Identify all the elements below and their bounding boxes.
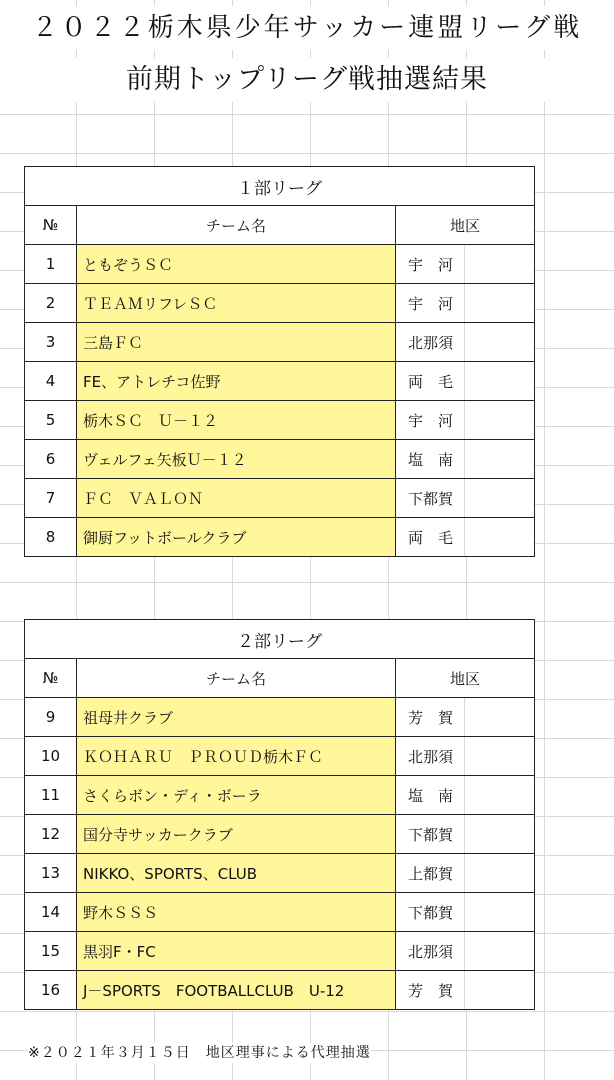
empty-cell <box>465 323 535 362</box>
team-number: 9 <box>25 698 77 737</box>
table-row <box>25 698 535 737</box>
team-region: 北那須 <box>396 737 465 776</box>
empty-cell <box>465 698 535 737</box>
team-number: 4 <box>25 362 77 401</box>
league2-title: ２部リーグ <box>25 620 535 659</box>
league1-title: １部リーグ <box>25 167 535 206</box>
team-name: J－SPORTS FOOTBALLCLUB U-12 <box>77 971 396 1010</box>
team-region: 塩 南 <box>396 440 465 479</box>
team-number: 10 <box>25 737 77 776</box>
draw-note: ※２０２１年３月１５日 地区理事による代理抽選 <box>28 1045 371 1061</box>
team-region: 両 毛 <box>396 518 465 557</box>
empty-cell <box>465 362 535 401</box>
team-name: ＦＣ ＶＡＬＯＮ <box>77 479 396 518</box>
team-region: 宇 河 <box>396 245 465 284</box>
table-row <box>25 518 535 557</box>
team-region: 下都賀 <box>396 815 465 854</box>
team-number: 3 <box>25 323 77 362</box>
empty-cell <box>465 776 535 815</box>
team-region: 上都賀 <box>396 854 465 893</box>
team-name: 国分寺サッカークラブ <box>77 815 396 854</box>
table-row <box>25 854 535 893</box>
document-subtitle: 前期トップリーグ戦抽選結果 <box>0 58 614 102</box>
empty-cell <box>465 245 535 284</box>
team-number: 15 <box>25 932 77 971</box>
empty-cell <box>465 440 535 479</box>
team-name: 三島ＦＣ <box>77 323 396 362</box>
team-number: 8 <box>25 518 77 557</box>
empty-cell <box>465 893 535 932</box>
team-name: NIKKO、SPORTS、CLUB <box>77 854 396 893</box>
team-number: 11 <box>25 776 77 815</box>
team-number: 13 <box>25 854 77 893</box>
league2-header-no: № <box>25 659 77 698</box>
team-number: 16 <box>25 971 77 1010</box>
team-name: ヴェルフェ矢板Ｕ－１２ <box>77 440 396 479</box>
team-name: ともぞうＳＣ <box>77 245 396 284</box>
table-row <box>25 245 535 284</box>
team-region: 塩 南 <box>396 776 465 815</box>
team-name: FE、アトレチコ佐野 <box>77 362 396 401</box>
table-row <box>25 284 535 323</box>
team-number: 14 <box>25 893 77 932</box>
team-number: 12 <box>25 815 77 854</box>
team-region: 宇 河 <box>396 401 465 440</box>
team-name: 栃木ＳＣ Ｕ－１２ <box>77 401 396 440</box>
table-row <box>25 440 535 479</box>
table-row <box>25 479 535 518</box>
team-region: 下都賀 <box>396 479 465 518</box>
table-row <box>25 362 535 401</box>
empty-cell <box>465 854 535 893</box>
empty-cell <box>465 815 535 854</box>
empty-cell <box>465 518 535 557</box>
team-number: 7 <box>25 479 77 518</box>
team-region: 宇 河 <box>396 284 465 323</box>
league2-header-region: 地区 <box>396 659 535 698</box>
team-name: ＴＥＡＭリフレＳＣ <box>77 284 396 323</box>
team-region: 両 毛 <box>396 362 465 401</box>
team-region: 下都賀 <box>396 893 465 932</box>
team-number: 5 <box>25 401 77 440</box>
team-name: 野木ＳＳＳ <box>77 893 396 932</box>
team-name: さくらボン・ディ・ボーラ <box>77 776 396 815</box>
team-name: 御厨フットボールクラブ <box>77 518 396 557</box>
team-number: 1 <box>25 245 77 284</box>
league1-header-team: チーム名 <box>77 206 396 245</box>
empty-cell <box>465 479 535 518</box>
league1-header-region: 地区 <box>396 206 535 245</box>
empty-cell <box>465 284 535 323</box>
team-name: ＫＯＨＡＲＵ ＰＲＯＵＤ栃木ＦＣ <box>77 737 396 776</box>
team-region: 芳 賀 <box>396 698 465 737</box>
team-name: 祖母井クラブ <box>77 698 396 737</box>
team-region: 北那須 <box>396 323 465 362</box>
team-name: 黒羽F・FC <box>77 932 396 971</box>
empty-cell <box>465 401 535 440</box>
team-number: 6 <box>25 440 77 479</box>
table-row <box>25 971 535 1010</box>
table-row <box>25 932 535 971</box>
team-region: 芳 賀 <box>396 971 465 1010</box>
empty-cell <box>465 932 535 971</box>
empty-cell <box>465 737 535 776</box>
team-number: 2 <box>25 284 77 323</box>
document-title: ２０２２栃木県少年サッカー連盟リーグ戦 <box>0 6 614 50</box>
team-region: 北那須 <box>396 932 465 971</box>
league1-header-no: № <box>25 206 77 245</box>
league2-table <box>24 619 535 1010</box>
league1-table <box>24 166 535 557</box>
table-row <box>25 893 535 932</box>
table-row <box>25 401 535 440</box>
league2-header-team: チーム名 <box>77 659 396 698</box>
table-row <box>25 815 535 854</box>
table-row <box>25 776 535 815</box>
empty-cell <box>465 971 535 1010</box>
table-row <box>25 323 535 362</box>
table-row <box>25 737 535 776</box>
